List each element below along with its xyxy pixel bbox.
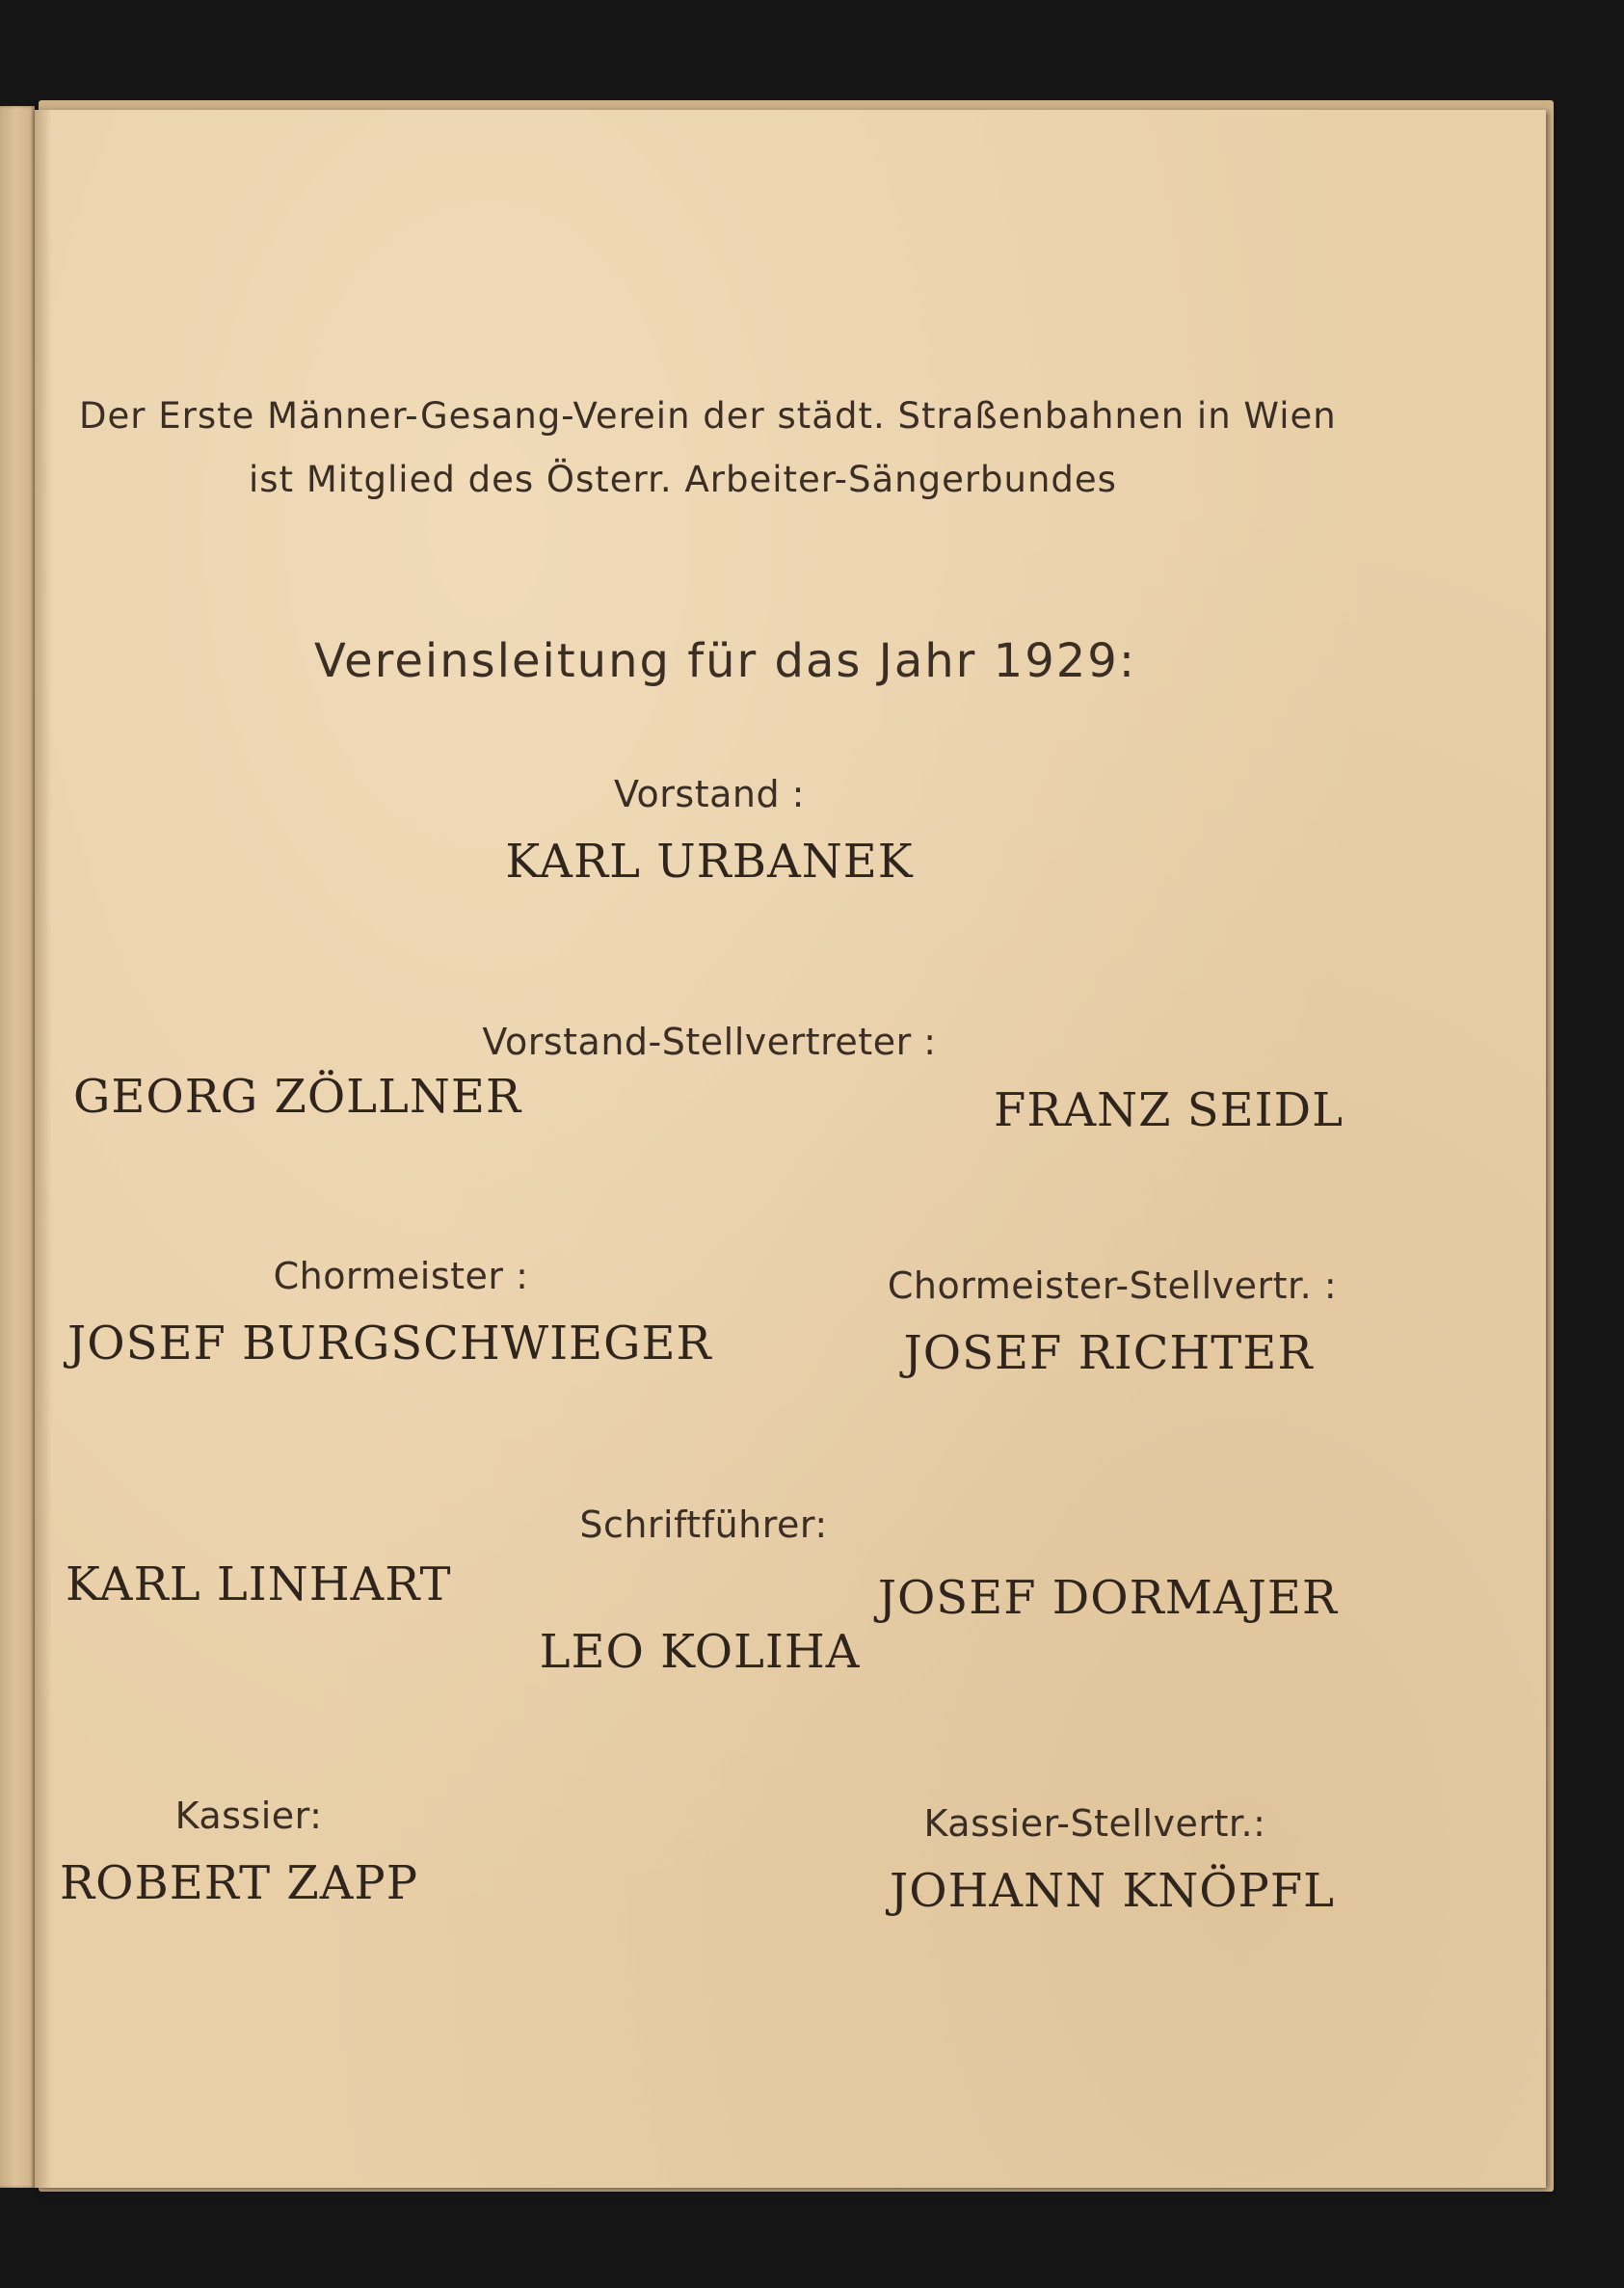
role-vorstand-stellvertreter: Vorstand-Stellvertreter :	[482, 1021, 937, 1063]
booklet-spine	[0, 106, 35, 2188]
role-kassier: Kassier:	[174, 1795, 323, 1837]
role-chormeister-stellvertreter: Chormeister-Stellvertr. :	[887, 1264, 1338, 1307]
booklet-page	[35, 110, 1546, 2188]
name-kassier-stellvertreter: JOHANN KNÖPFL	[889, 1864, 1336, 1918]
name-vorstand-stellvertreter-1: GEORG ZÖLLNER	[73, 1070, 522, 1124]
name-vorstand-stellvertreter-2: FRANZ SEIDL	[994, 1083, 1344, 1137]
role-schriftfuehrer: Schriftführer:	[579, 1503, 828, 1546]
intro-line-1: Der Erste Männer-Gesang-Verein der städt. Straßenbahnen in Wien	[79, 395, 1337, 437]
page-gutter-shadow	[35, 110, 52, 2188]
role-chormeister: Chormeister :	[273, 1255, 529, 1297]
name-schriftfuehrer-1: KARL LINHART	[66, 1557, 452, 1611]
name-kassier: ROBERT ZAPP	[60, 1856, 418, 1910]
role-vorstand: Vorstand :	[614, 773, 805, 815]
section-heading: Vereinsleitung für das Jahr 1929:	[314, 634, 1136, 688]
name-chormeister: JOSEF BURGSCHWIEGER	[67, 1317, 712, 1370]
name-schriftfuehrer-3: LEO KOLIHA	[539, 1625, 861, 1679]
role-kassier-stellvertreter: Kassier-Stellvertr.:	[923, 1802, 1266, 1845]
intro-line-2: ist Mitglied des Österr. Arbeiter-Sängerbundes	[249, 459, 1117, 500]
name-vorstand: KARL URBANEK	[505, 835, 914, 889]
name-schriftfuehrer-2: JOSEF DORMAJER	[877, 1571, 1338, 1625]
name-chormeister-stellvertreter: JOSEF RICHTER	[903, 1326, 1314, 1380]
